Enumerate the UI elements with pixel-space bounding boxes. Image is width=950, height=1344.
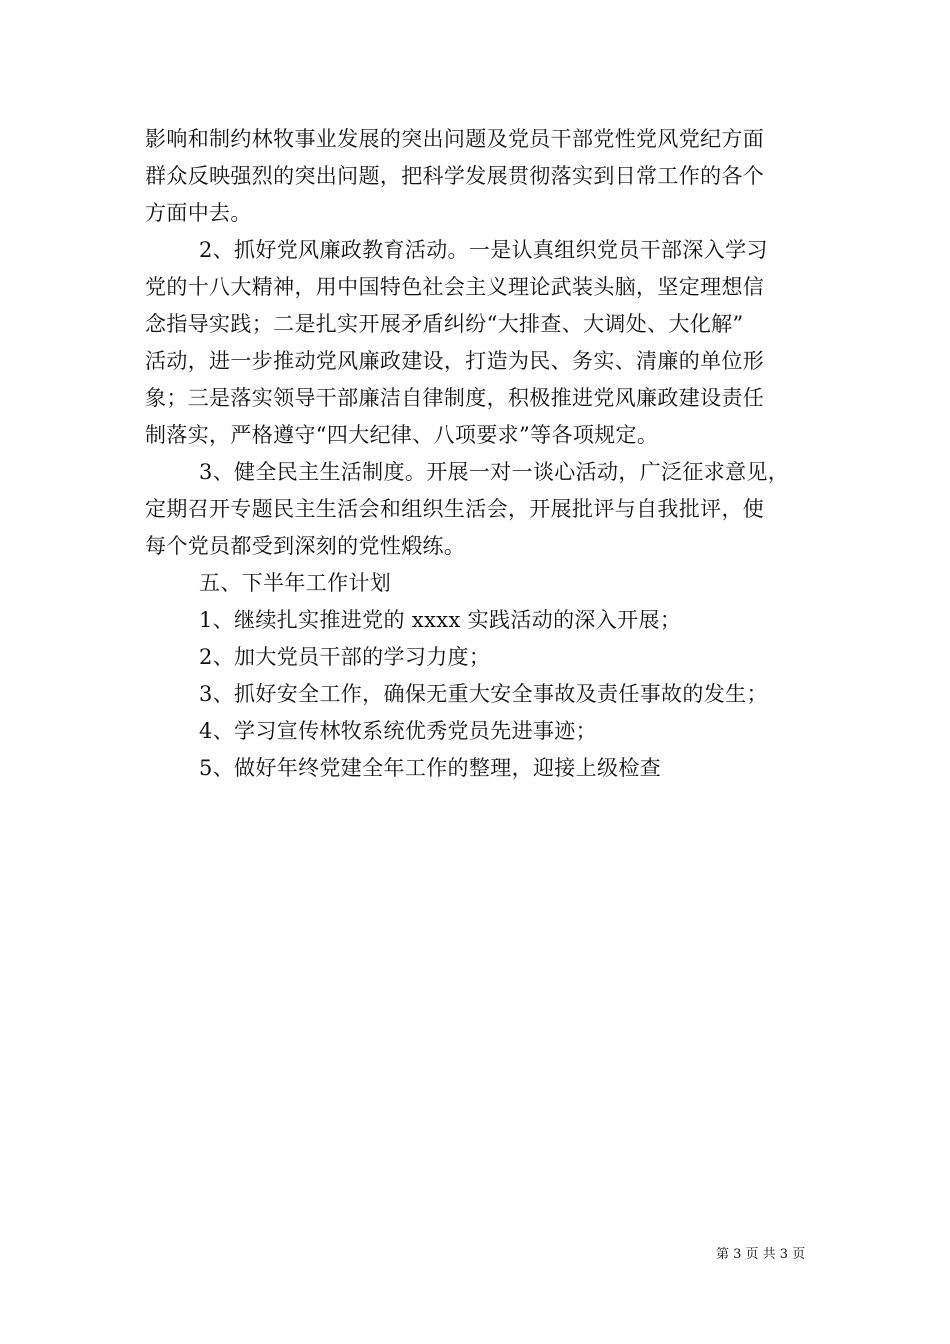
body-line-1: 影响和制约林牧事业发展的突出问题及党员干部党性党风党纪方面 (145, 127, 765, 151)
body-line-2: 群众反映强烈的突出问题，把科学发展贯彻落实到日常工作的各个 (145, 164, 765, 188)
paragraph-2-start: 2、抓好党风廉政教育活动。一是认真组织党员干部深入学习 (199, 238, 768, 262)
plan-item-1: 1、继续扎实推进党的 xxxx 实践活动的深入开展； (199, 608, 682, 632)
page-number-footer: 第 3 页 共 3 页 (716, 1247, 806, 1262)
plan-item-5: 5、做好年终党建全年工作的整理，迎接上级检查 (199, 756, 662, 780)
plan-item-4: 4、学习宣传林牧系统优秀党员先进事迹； (199, 719, 598, 743)
body-line-3: 方面中去。 (145, 201, 252, 225)
section-heading: 五、下半年工作计划 (199, 571, 392, 595)
body-line-5: 党的十八大精神，用中国特色社会主义理论武装头脑，坚定理想信 (145, 275, 765, 299)
body-line-6: 念指导实践；二是扎实开展矛盾纠纷“大排查、大调处、大化解” (145, 312, 744, 336)
body-line-12: 每个党员都受到深刻的党性煅练。 (145, 534, 466, 558)
plan-item-2: 2、加大党员干部的学习力度； (199, 645, 491, 669)
body-line-8: 象；三是落实领导干部廉洁自律制度，积极推进党风廉政建设责任 (145, 386, 765, 410)
body-line-7: 活动，进一步推动党风廉政建设，打造为民、务实、清廉的单位形 (145, 349, 765, 373)
document-body (145, 121, 810, 787)
body-line-11: 定期召开专题民主生活会和组织生活会，开展批评与自我批评，使 (145, 497, 765, 521)
paragraph-3-start: 3、健全民主生活制度。开展一对一谈心活动，广泛征求意见， (199, 460, 790, 484)
plan-item-3: 3、抓好安全工作，确保无重大安全事故及责任事故的发生； (199, 682, 768, 706)
body-line-9: 制落实，严格遵守“四大纪律、八项要求”等各项规定。 (145, 423, 659, 447)
